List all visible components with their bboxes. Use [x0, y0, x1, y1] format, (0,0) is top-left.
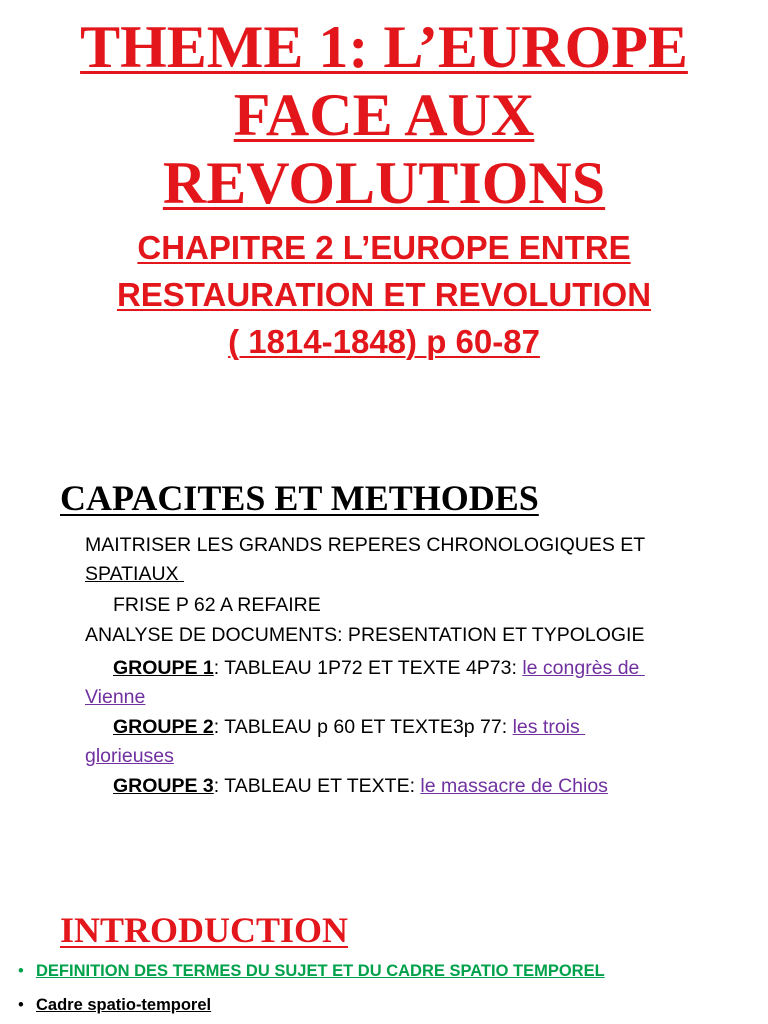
- analyse-item: ANALYSE DE DOCUMENTS: PRESENTATION ET TYPOLOGIE: [85, 624, 645, 646]
- frise-item: FRISE P 62 A REFAIRE: [113, 594, 321, 616]
- groupe-3-text: : TABLEAU ET TEXTE:: [213, 775, 421, 797]
- intro-bullet-2: [18, 993, 211, 1017]
- repere-line-2: SPATIAUX: [85, 563, 184, 585]
- groupe-2-text: : TABLEAU p 60 ET TEXTE3p 77:: [213, 716, 513, 738]
- theme-title-line-3: REVOLUTIONS: [162, 150, 606, 216]
- groupe-1-text: : TABLEAU 1P72 ET TEXTE 4P73:: [213, 657, 523, 679]
- theme-title-line-1: THEME 1: L’EUROPE: [80, 14, 688, 80]
- groupe-2-line: [113, 713, 585, 742]
- bullet-icon: •: [18, 996, 24, 1014]
- bullet-icon: •: [18, 962, 24, 980]
- groupe-1-link[interactable]: le congrès de: [522, 657, 645, 679]
- groupe-2-link[interactable]: les trois: [512, 716, 586, 738]
- chapter-title-line-3: ( 1814-1848) p 60-87: [228, 323, 540, 360]
- groupe-3-line: [113, 772, 608, 801]
- theme-title-line-2: FACE AUX: [233, 82, 535, 148]
- groupe-1-line: [113, 654, 645, 683]
- introduction-heading: INTRODUCTION: [60, 910, 349, 950]
- chapter-title-line-2: RESTAURATION ET REVOLUTION: [116, 276, 652, 313]
- groupe-1-label: GROUPE 1: [113, 657, 214, 679]
- intro-bullet-1: [18, 959, 605, 983]
- groupe-1-link-cont[interactable]: Vienne: [85, 686, 146, 708]
- groupe-3-label: GROUPE 3: [113, 775, 214, 797]
- groupe-3-link[interactable]: le massacre de Chios: [420, 775, 608, 797]
- chapter-title-line-1: CHAPITRE 2 L’EUROPE ENTRE: [137, 229, 631, 266]
- repere-line-1: MAITRISER LES GRANDS REPERES CHRONOLOGIQUES ET: [85, 534, 646, 556]
- intro-bullet-2-text: Cadre spatio-temporel: [36, 996, 212, 1014]
- intro-bullet-1-text: DEFINITION DES TERMES DU SUJET ET DU CADRE SPATIO TEMPOREL: [36, 962, 605, 980]
- groupe-2-link-cont[interactable]: glorieuses: [85, 745, 174, 767]
- capacites-heading: CAPACITES ET METHODES: [60, 478, 539, 518]
- groupe-2-label: GROUPE 2: [113, 716, 214, 738]
